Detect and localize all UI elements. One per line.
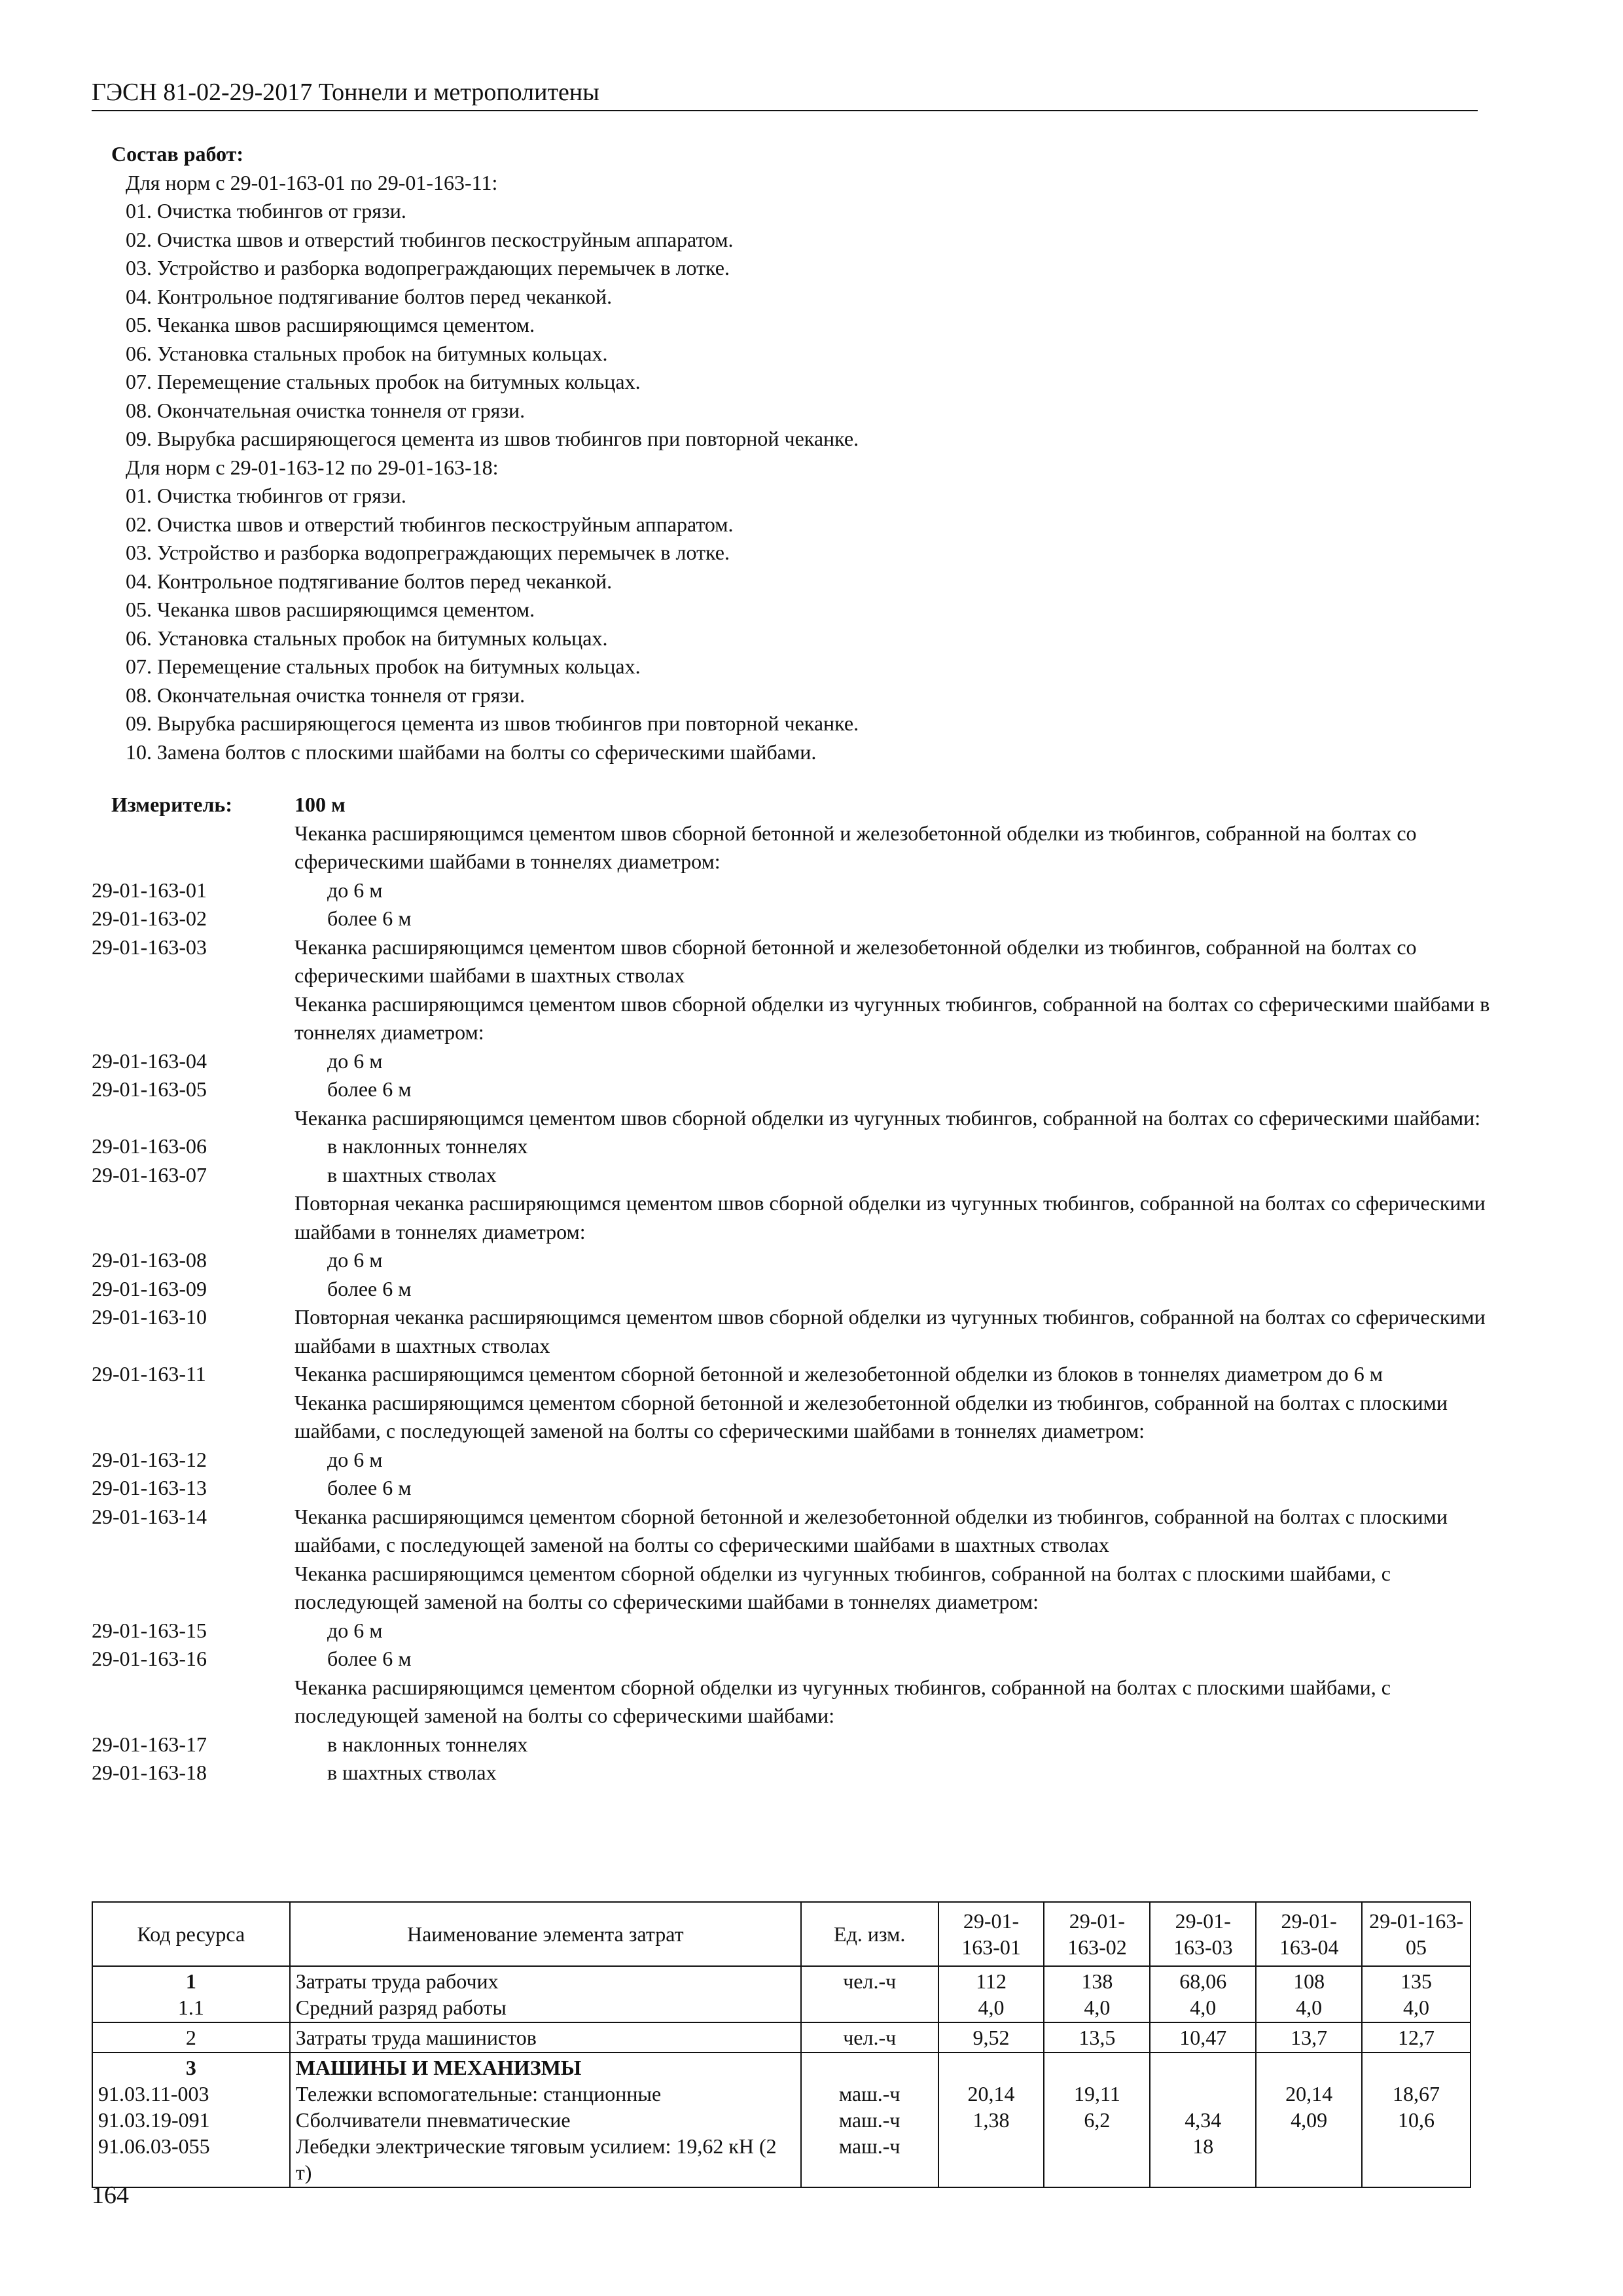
value [1156,2081,1250,2107]
composition-line: 06. Установка стальных пробок на битумных кольцах. [126,626,608,650]
composition-line: 01. Очистка тюбингов от грязи. [126,199,406,223]
value: 20,14 [967,2082,1015,2106]
page-header [92,77,1478,111]
composition-title: Состав работ: [111,142,244,166]
blank [1156,2054,1250,2081]
value: 20,14 [1285,2082,1333,2106]
header-unit: Ед. изм. [801,1902,938,1966]
norm-description: Повторная чеканка расширяющимся цементом швов сборной обделки из чугунных тюбингов, собранной на болтах со сферическими шайбами в тоннелях диаметром: [294,1191,1486,1244]
machine-unit: маш.-ч [838,2108,901,2132]
value: 13,7 [1256,2022,1362,2053]
norm-row [92,1645,1505,1674]
unit-labor-workers: чел.-ч [843,1969,897,1993]
meter-value: 100 м [294,793,346,816]
norm-row [92,1731,1505,1759]
value: 68,06 [1179,1969,1227,1993]
work-composition [92,140,1505,766]
composition-line: 08. Окончательная очистка тоннеля от грязи. [126,683,526,707]
norm-code [92,990,294,1047]
norm-description: в наклонных тоннелях [327,1134,528,1158]
norm-description: Чеканка расширяющимся цементом сборной обделки из чугунных тюбингов, собранной на болтах с плоскими шайбами, с последующей заменой на болты со сферическими шайбами в тоннелях диаметром: [294,1561,1391,1613]
norm-code: 29-01-163-18 [92,1761,207,1784]
norm-description: Чеканка расширяющимся цементом сборной бетонной и железобетонной обделки из блоков в тоннелях диаметром до 6 м [294,1362,1383,1386]
norm-code: 29-01-163-09 [92,1276,207,1300]
composition-line: 10. Замена болтов с плоскими шайбами на болты со сферическими шайбами. [126,740,817,764]
cell-value [1150,1966,1256,2022]
value [1050,2133,1144,2159]
composition-line: 09. Вырубка расширяющегося цемента из швов тюбингов при повторной чеканке. [126,427,859,450]
blank [1050,2054,1144,2081]
cell-value [1256,2053,1362,2187]
norm-description: более 6 м [327,1276,412,1300]
norm-row [92,1075,1505,1104]
norms-list [92,791,1505,1787]
machine-code: 91.03.19-091 [98,2108,210,2132]
cell-value [1044,2053,1150,2187]
norm-row [92,1303,1505,1360]
machine-code: 91.06.03-055 [98,2134,210,2158]
norm-code: 29-01-163-06 [92,1134,207,1158]
norm-code: 29-01-163-15 [92,1618,207,1642]
norm-code [92,1560,294,1617]
norm-code [92,1189,294,1246]
header-col-5: 29-01-163-05 [1362,1902,1471,1966]
norm-row [92,1104,1505,1133]
norm-row [92,933,1505,990]
composition-line: 07. Перемещение стальных пробок на битумных кольцах. [126,370,641,393]
unit-avg-grade [807,1994,933,2020]
norm-description: более 6 м [327,1077,412,1101]
table-header-row [92,1902,1471,1966]
norm-row [92,819,1505,876]
value [944,2133,1039,2159]
machine-name: Тележки вспомогательные: станционные [295,2082,662,2106]
norm-code: 29-01-163-02 [92,906,207,930]
name-avg-grade: Средний разряд работы [295,1996,507,2019]
value: 4,0 [978,1996,1005,2019]
value: 135 [1400,1969,1433,1993]
code-2: 2 [92,2022,290,2053]
machine-unit: маш.-ч [838,2082,901,2106]
norm-description: до 6 м [327,1049,383,1073]
value: 18,67 [1393,2082,1440,2106]
value: 9,52 [938,2022,1044,2053]
meter-row [92,791,1505,819]
norm-code [92,1389,294,1446]
norm-code: 29-01-163-14 [92,1504,207,1528]
machine-unit: маш.-ч [838,2134,901,2158]
norm-row [92,876,1505,905]
norm-description: в наклонных тоннелях [327,1732,528,1756]
norm-description: Чеканка расширяющимся цементом швов сборной обделки из чугунных тюбингов, собранной на болтах со сферическими шайбами: [294,1105,1481,1130]
norm-description: Повторная чеканка расширяющимся цементом швов сборной обделки из чугунных тюбингов, собранной на болтах со сферическими шайбами в шахтных стволах [294,1305,1486,1357]
norm-code: 29-01-163-13 [92,1476,207,1499]
value: 4,0 [1296,1996,1323,2019]
norm-code: 29-01-163-03 [92,935,207,959]
norm-row [92,1132,1505,1161]
value: 13,5 [1044,2022,1150,2053]
header-col-4: 29-01-163-04 [1256,1902,1362,1966]
meter-label: Измеритель: [111,793,232,816]
composition-line: 05. Чеканка швов расширяющимся цементом. [126,598,535,621]
norm-code: 29-01-163-08 [92,1248,207,1272]
norm-code: 29-01-163-17 [92,1732,207,1756]
norm-description: Чеканка расширяющимся цементом сборной бетонной и железобетонной обделки из тюбингов, собранной на болтах с плоскими шайбами, с последующей заменой на болты со сферическими шайбами в тоннелях диаметром: [294,1390,1448,1443]
cell-unit [801,1966,938,2022]
norm-code [92,1104,294,1133]
cell-name [290,1966,801,2022]
norm-row [92,1360,1505,1389]
norm-code: 29-01-163-12 [92,1447,207,1471]
composition-lines [92,169,1505,767]
norm-description: Чеканка расширяющимся цементом сборной обделки из чугунных тюбингов, собранной на болтах с плоскими шайбами, с последующей заменой на болты со сферическими шайбами: [294,1675,1391,1727]
norm-row [92,1161,1505,1190]
norm-row [92,1617,1505,1645]
header-col-3: 29-01-163-03 [1150,1902,1256,1966]
name-labor-operators: Затраты труда машинистов [290,2022,801,2053]
norm-rows [92,819,1505,1787]
value: 138 [1081,1969,1113,1993]
value: 4,0 [1190,1996,1217,2019]
value: 10,6 [1398,2108,1435,2132]
value: 19,11 [1074,2082,1120,2106]
value: 12,7 [1362,2022,1471,2053]
machines-title: МАШИНЫ И МЕХАНИЗМЫ [295,2056,582,2079]
value: 10,47 [1150,2022,1256,2053]
norm-code [92,1674,294,1731]
norm-row [92,1047,1505,1076]
composition-line: 09. Вырубка расширяющегося цемента из швов тюбингов при повторной чеканке. [126,711,859,735]
cell-name [290,2053,801,2187]
norm-row [92,1560,1505,1617]
norm-row [92,1446,1505,1475]
norm-description: до 6 м [327,878,383,902]
norm-code: 29-01-163-16 [92,1647,207,1670]
blank [1368,2054,1465,2081]
cell-value [1256,1966,1362,2022]
cell-value [1044,1966,1150,2022]
header-col-1: 29-01-163-01 [938,1902,1044,1966]
norm-description: Чеканка расширяющимся цементом сборной бетонной и железобетонной обделки из тюбингов, собранной на болтах с плоскими шайбами, с последующей заменой на болты со сферическими шайбами в шахтных стволах [294,1504,1448,1556]
resource-table [92,1901,1471,2188]
unit-labor-operators: чел.-ч [801,2022,938,2053]
composition-line: 05. Чеканка швов расширяющимся цементом. [126,313,535,336]
norm-code: 29-01-163-07 [92,1162,207,1187]
composition-line: Для норм с 29-01-163-12 по 29-01-163-18: [126,455,499,479]
cell-code [92,2053,290,2187]
norm-description: более 6 м [327,1476,412,1499]
norm-description: в шахтных стволах [327,1761,497,1784]
norm-description: Чеканка расширяющимся цементом швов сборной бетонной и железобетонной обделки из тюбингов, собранной на болтах со сферическими шайбами в шахтных стволах [294,935,1417,987]
composition-line: 03. Устройство и разборка водопреграждающих перемычек в лотке. [126,256,730,279]
norm-code: 29-01-163-10 [92,1305,207,1329]
machine-name: Сболчиватели пневматические [295,2108,571,2132]
header-col-2: 29-01-163-02 [1044,1902,1150,1966]
page-number: 164 [92,2181,129,2209]
norm-code [92,819,294,876]
composition-line: 04. Контрольное подтягивание болтов перед чеканкой. [126,284,613,308]
norm-description: Чеканка расширяющимся цементом швов сборной бетонной и железобетонной обделки из тюбингов, собранной на болтах со сферическими шайбами в тоннелях диаметром: [294,821,1417,873]
norm-row [92,1275,1505,1304]
cell-value [938,1966,1044,2022]
norm-code: 29-01-163-11 [92,1362,206,1386]
norm-description: до 6 м [327,1447,383,1471]
norm-row [92,990,1505,1047]
table-row-labor-workers [92,1966,1471,2022]
table-row-labor-operators [92,2022,1471,2053]
norm-code: 29-01-163-01 [92,878,207,902]
composition-line: Для норм с 29-01-163-01 по 29-01-163-11: [126,170,498,194]
norm-row [92,1503,1505,1560]
machine-code: 91.03.11-003 [98,2082,209,2106]
blank [944,2054,1039,2081]
code-3: 3 [185,2056,196,2079]
composition-line: 08. Окончательная очистка тоннеля от грязи. [126,398,526,422]
composition-line: 03. Устройство и разборка водопреграждающих перемычек в лотке. [126,541,730,564]
norm-row [92,1389,1505,1446]
norm-description: в шахтных стволах [327,1162,497,1187]
norm-code: 29-01-163-04 [92,1049,207,1073]
norm-row [92,1759,1505,1787]
composition-line: 06. Установка стальных пробок на битумных кольцах. [126,341,608,365]
value [1262,2133,1356,2159]
norm-description: до 6 м [327,1618,383,1642]
blank [807,2054,933,2081]
composition-line: 04. Контрольное подтягивание болтов перед чеканкой. [126,569,613,593]
cell-code [92,1966,290,2022]
value: 1,38 [972,2108,1010,2132]
value: 112 [976,1969,1007,1993]
norm-row [92,905,1505,933]
norm-row [92,1474,1505,1503]
cell-value [1362,1966,1471,2022]
header-name: Наименование элемента затрат [290,1902,801,1966]
norm-description: более 6 м [327,906,412,930]
norm-description: Чеканка расширяющимся цементом швов сборной обделки из чугунных тюбингов, собранной на болтах со сферическими шайбами в тоннелях диаметром: [294,992,1490,1044]
norm-description: до 6 м [327,1248,383,1272]
machine-name: Лебедки электрические тяговым усилием: 19,62 кН (2 т) [295,2134,777,2184]
norm-row [92,1246,1505,1275]
code-1: 1 [185,1969,196,1993]
composition-line: 01. Очистка тюбингов от грязи. [126,484,406,507]
table-row-machines [92,2053,1471,2187]
header-code: Код ресурса [92,1902,290,1966]
value: 4,34 [1185,2108,1222,2132]
norm-row [92,1674,1505,1731]
norm-row [92,1189,1505,1246]
document-title: ГЭСН 81-02-29-2017 Тоннели и метрополитены [92,79,599,106]
norm-code: 29-01-163-05 [92,1077,207,1101]
composition-line: 02. Очистка швов и отверстий тюбингов пескоструйным аппаратом. [126,227,734,251]
composition-line: 02. Очистка швов и отверстий тюбингов пескоструйным аппаратом. [126,512,734,536]
value: 4,09 [1291,2108,1328,2132]
blank [1262,2054,1356,2081]
cell-value [1362,2053,1471,2187]
value: 4,0 [1084,1996,1111,2019]
value: 108 [1293,1969,1325,1993]
code-1-1: 1.1 [177,1996,204,2019]
norm-description: более 6 м [327,1647,412,1670]
cell-unit [801,2053,938,2187]
composition-line: 07. Перемещение стальных пробок на битумных кольцах. [126,655,641,678]
name-labor-workers: Затраты труда рабочих [295,1969,499,1993]
value: 18 [1192,2134,1214,2158]
value [1368,2133,1465,2159]
value: 6,2 [1084,2108,1111,2132]
cell-value [1150,2053,1256,2187]
value: 4,0 [1403,1996,1430,2019]
cell-value [938,2053,1044,2187]
